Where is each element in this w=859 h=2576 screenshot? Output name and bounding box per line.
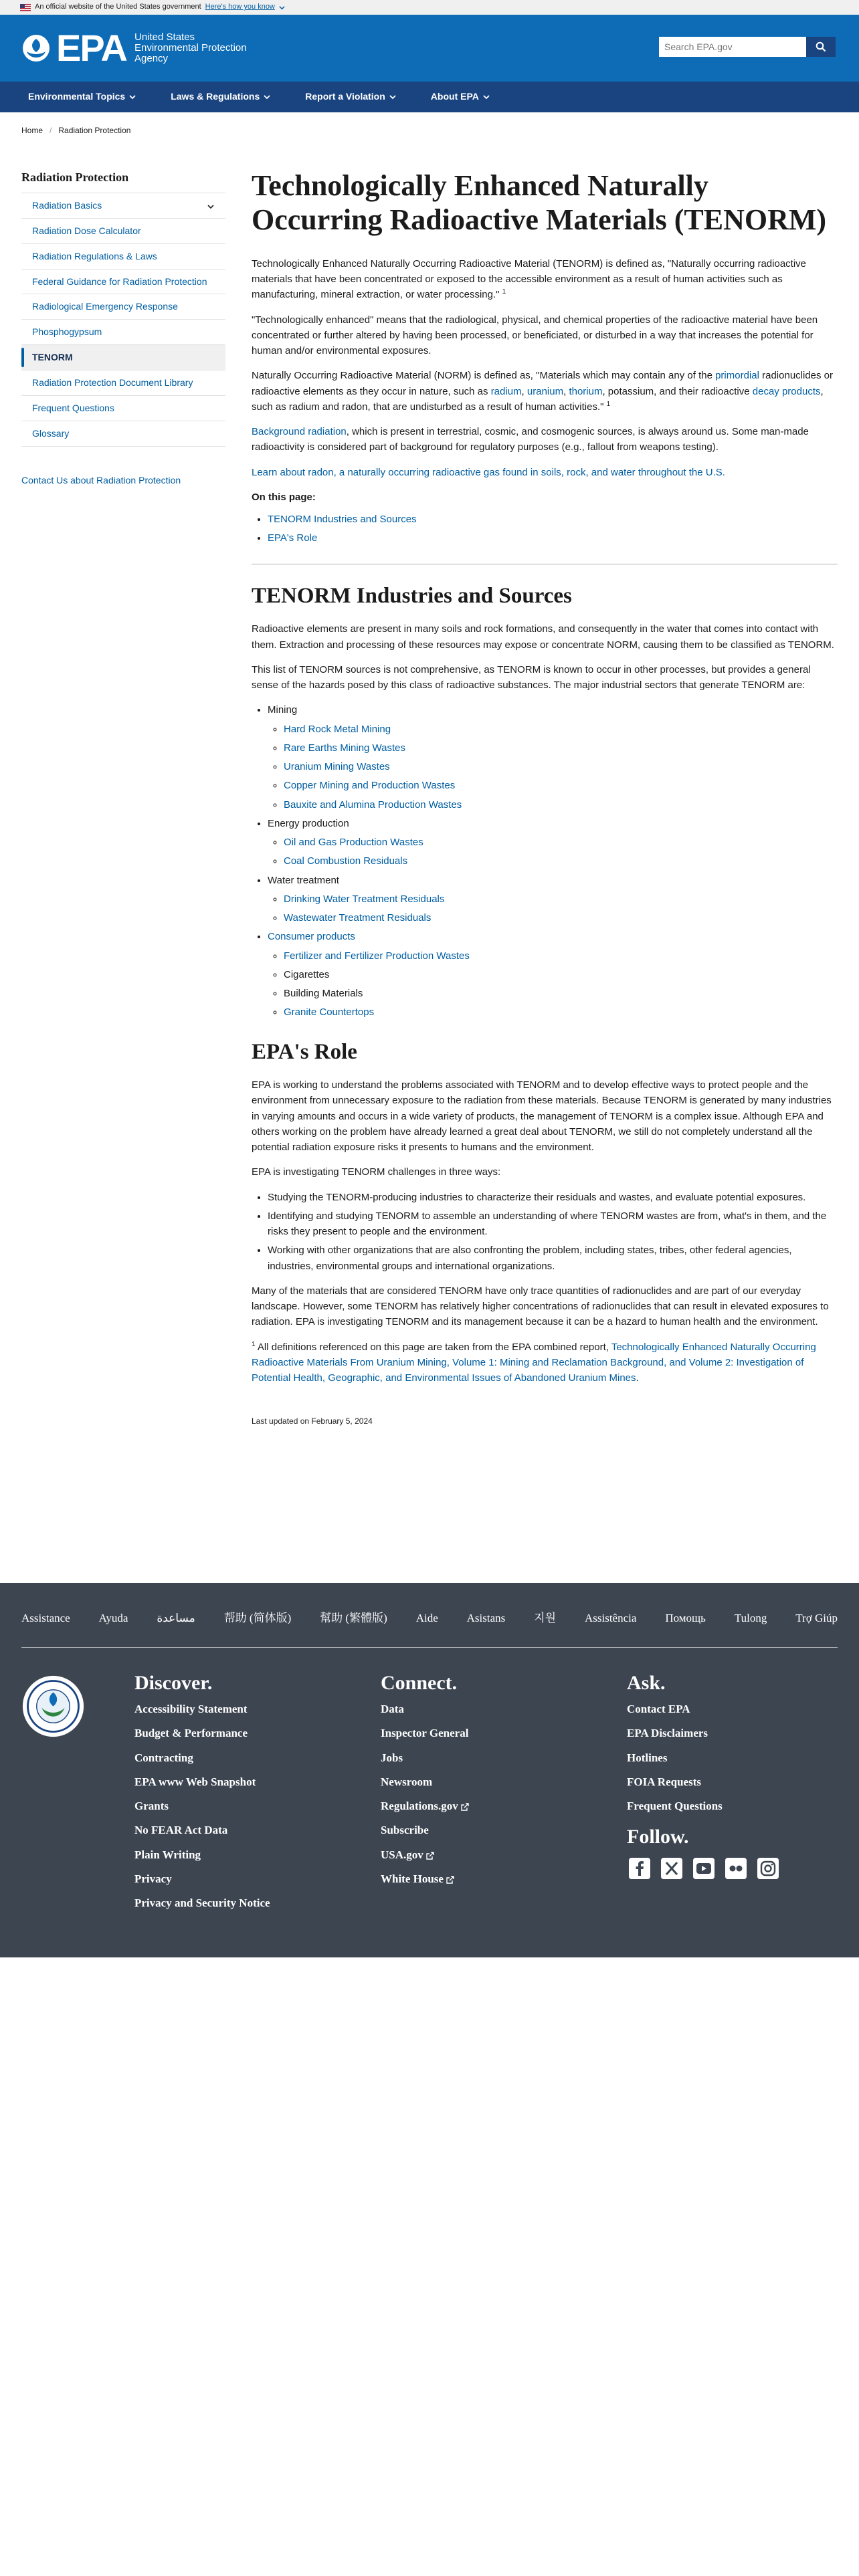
uranium-mining-link[interactable]: Uranium Mining Wastes (284, 761, 390, 773)
list-item (284, 910, 838, 926)
sidebar-item-regulations-laws[interactable]: Radiation Regulations & Laws (21, 244, 225, 270)
toc-industries-link[interactable]: TENORM Industries and Sources (268, 514, 417, 526)
industries-paragraph-1: Radioactive elements are present in many soils and rock formations, and consequently in the water that comes into contact with them. Extraction and processing of these resources may expose or concentrate NORM, causing them to be classified as TENORM. (252, 623, 834, 651)
list-item: • Water treatment ◦ Drinking Water Treatment Residuals ◦ Wastewater Treatment Residuals (268, 873, 838, 926)
sidebar-item-radiation-basics[interactable]: Radiation Basics (21, 193, 225, 219)
sidebar-item-tenorm[interactable]: TENORM (21, 345, 225, 370)
discover-title: Discover. (134, 1672, 213, 1694)
sidebar-item-dose-calculator[interactable]: Radiation Dose Calculator (21, 219, 225, 244)
list-item (284, 948, 838, 964)
footer-link[interactable]: Privacy and Security Notice (134, 1897, 270, 1909)
footer-link[interactable]: Hotlines (627, 1751, 668, 1764)
lang-link[interactable]: مساعدة (157, 1612, 195, 1624)
site-footer (0, 1583, 859, 1957)
lang-link[interactable]: 帮助 (简体版) (223, 1612, 292, 1624)
contact-us-link[interactable]: Contact Us about Radiation Protection (21, 474, 181, 486)
gov-banner (0, 0, 859, 15)
toc-epas-role-link[interactable]: EPA's Role (268, 532, 318, 544)
lang-link[interactable]: Aide (415, 1612, 438, 1624)
instagram-icon[interactable] (755, 1856, 781, 1881)
ask-title: Ask. (627, 1672, 666, 1694)
main-nav (0, 82, 859, 112)
footer-link[interactable]: Regulations.gov (381, 1799, 469, 1813)
footer-link[interactable]: Contracting (134, 1751, 193, 1764)
technologically-enhanced-paragraph: "Technologically enhanced" means that the radiological, physical, and chemical properties of the radioactive material have been concentrated or further altered by having been processed, or beneficiated, or disturbed in a way that increases the potential for human and/or environmental exposures. (252, 314, 818, 357)
facebook-icon[interactable] (627, 1856, 652, 1881)
list-item (268, 512, 838, 527)
breadcrumb-radiation-protection[interactable]: Radiation Protection (58, 126, 131, 135)
epa-report-link[interactable]: Technologically Enhanced Naturally Occurring Radioactive Materials From Uranium Mining, Volume 1: Mining and Reclamation Background, and Volume 2: Investigation of Potential Health, Geographic, and Environmental Issues of Abandoned Uranium Mines (252, 1341, 816, 1384)
lang-link[interactable]: Ayuda (98, 1612, 128, 1624)
sidebar-item-frequent-questions[interactable]: Frequent Questions (21, 396, 225, 421)
footer-link[interactable]: Inspector General (381, 1727, 469, 1740)
chevron-down-icon[interactable] (279, 5, 285, 11)
sidebar-item-emergency-response[interactable]: Radiological Emergency Response (21, 294, 225, 320)
sidebar-item-document-library[interactable]: Radiation Protection Document Library (21, 370, 225, 396)
list-item (284, 778, 838, 793)
list-item: • Working with other organizations that are also confronting the problem, including states, tribes, other federal agencies, industries, environmental groups and international organizations. (268, 1243, 838, 1274)
sidebar-item-phosphogypsum[interactable]: Phosphogypsum (21, 320, 225, 345)
language-links (21, 1610, 838, 1648)
main-content (252, 169, 838, 1428)
list-item (284, 1004, 838, 1020)
connect-column (381, 1671, 469, 1896)
footer-link[interactable]: FOIA Requests (627, 1775, 701, 1788)
flickr-icon[interactable] (723, 1856, 749, 1881)
uranium-link[interactable]: uranium (527, 385, 564, 397)
copper-mining-link[interactable]: Copper Mining and Production Wastes (284, 780, 456, 792)
logo-wordmark: EPA (56, 27, 126, 69)
list-item: • Energy production ◦ Oil and Gas Production Wastes ◦ Coal Combustion Residuals (268, 816, 838, 869)
epas-role-paragraph-2: EPA is investigating TENORM challenges in three ways: (252, 1166, 501, 1178)
oil-gas-link[interactable]: Oil and Gas Production Wastes (284, 837, 423, 849)
granite-countertops-link[interactable]: Granite Countertops (284, 1006, 375, 1018)
list-item: ◦ Building Materials (284, 986, 838, 1001)
external-link-icon (446, 1876, 454, 1884)
follow-title: Follow. (627, 1826, 689, 1848)
lang-link[interactable]: Assistance (21, 1612, 70, 1624)
lang-link[interactable]: Asistans (466, 1612, 506, 1624)
list-item (284, 835, 838, 850)
footer-link[interactable]: Budget & Performance (134, 1727, 248, 1740)
gov-banner-text: An official website of the United States government (35, 3, 201, 11)
sidebar (21, 169, 225, 488)
nav-laws-regulations[interactable]: Laws & Regulations (171, 90, 270, 104)
lang-link[interactable]: Помощь (665, 1612, 706, 1624)
list-item (268, 530, 838, 546)
footer-link[interactable]: USA.gov (381, 1848, 469, 1862)
nav-about-epa[interactable]: About EPA (431, 90, 490, 104)
footer-link[interactable]: Plain Writing (134, 1848, 201, 1861)
agency-name: United States Environmental Protection Agency (134, 31, 247, 65)
epa-flower-icon (21, 33, 51, 63)
lang-link[interactable]: Trợ Giúp (795, 1612, 838, 1624)
epas-role-paragraph-3: Many of the materials that are considered TENORM have only trace quantities of radionuclides and are part of our everyday landscape. However, some TENORM has relatively higher concentrations of radionuclides that can result in elevated exposures to radiation. EPA is investigating TENORM and its management because it can be a hazard to human health and the environment. (252, 1285, 829, 1328)
industries-list (252, 702, 838, 1020)
breadcrumb-separator: / (50, 126, 52, 135)
coal-combustion-link[interactable]: Coal Combustion Residuals (284, 855, 408, 867)
chevron-down-icon[interactable] (207, 203, 215, 211)
footer-link[interactable]: Jobs (381, 1751, 403, 1764)
list-item (284, 853, 838, 869)
discover-column (134, 1671, 270, 1920)
list-item (284, 740, 838, 756)
radon-link[interactable]: Learn about radon, a naturally occurring radioactive gas found in soils, rock, and water throughout the U.S. (252, 466, 725, 478)
fertilizer-link[interactable]: Fertilizer and Fertilizer Production Wastes (284, 950, 470, 962)
norm-definition: Naturally Occurring Radioactive Material (NORM) is defined as, "Materials which may contain any of the primordial radionuclides or radioactive elements as they occur in nature, such as radium, uranium, thorium, potassium, and their radioactive decay products, such as radium and radon, that are undisturbed as a result of human activities." $^1$ (252, 370, 834, 413)
primordial-link[interactable]: primordial (715, 370, 759, 382)
list-item (284, 722, 838, 737)
footer-link[interactable]: Frequent Questions (627, 1800, 723, 1812)
heres-how-you-know-link[interactable]: Here's how you know (205, 3, 275, 11)
footer-link[interactable]: Contact EPA (627, 1703, 690, 1715)
last-updated: Last updated on February 5, 2024 (252, 1416, 373, 1426)
sidebar-item-glossary[interactable]: Glossary (21, 421, 225, 447)
list-item (284, 797, 838, 813)
background-radiation-paragraph: Background radiation, which is present in terrestrial, cosmic, and cosmogenic sources, is always around us. Some man-made radioactivity is considered part of background for regulatory purposes (e.g., fallout from weapons testing). (252, 426, 809, 453)
chevron-down-icon (389, 94, 396, 100)
footer-link[interactable]: Newsroom (381, 1775, 433, 1788)
nav-environmental-topics[interactable]: Environmental Topics (28, 90, 136, 104)
page-title: Technologically Enhanced Naturally Occurring Radioactive Materials (TENORM) (252, 169, 827, 237)
list-item (268, 929, 838, 1020)
search-input[interactable] (659, 37, 806, 57)
x-icon[interactable] (659, 1856, 684, 1881)
section-epas-role-title: EPA's Role (252, 1039, 357, 1064)
us-flag-icon (20, 4, 31, 11)
footer-link[interactable]: Grants (134, 1800, 169, 1812)
industries-paragraph-2: This list of TENORM sources is not comprehensive, as TENORM is known to occur in other processes, but provides a general sense of the hazards posed by this class of radioactive substances. The major industrial sectors that generate TENORM are: (252, 663, 811, 691)
list-item: • Studying the TENORM-producing industries to characterize their residuals and wastes, and evaluate potential exposures. (268, 1190, 838, 1205)
search-button[interactable] (806, 37, 836, 57)
search-form (659, 37, 836, 57)
external-link-icon (426, 1852, 434, 1860)
chevron-down-icon (483, 94, 490, 100)
sidebar-item-federal-guidance[interactable]: Federal Guidance for Radiation Protection (21, 270, 225, 295)
breadcrumb-home[interactable]: Home (21, 126, 43, 135)
tenorm-definition: Technologically Enhanced Naturally Occurring Radioactive Material (TENORM) is defined as, "Naturally occurring radioactive materials that have been concentrated or exposed to the accessible environment as a result of human activities such as manufacturing, mineral extraction, or water processing." $^1$ (252, 257, 807, 301)
footer-link[interactable]: Privacy (134, 1872, 172, 1885)
footer-link[interactable]: Accessibility Statement (134, 1703, 248, 1715)
radon-paragraph (252, 465, 838, 480)
list-item (284, 759, 838, 774)
nav-report-violation[interactable]: Report a Violation (305, 90, 396, 104)
footer-link[interactable]: Subscribe (381, 1824, 429, 1837)
social-links (627, 1856, 781, 1881)
sidebar-title: Radiation Protection (21, 169, 225, 193)
list-item: • Identifying and studying TENORM to assemble an understanding of where TENORM wastes are from, what's in them, and the risks they present to people and the environment. (268, 1208, 838, 1240)
chevron-down-icon (264, 94, 270, 100)
footer-link[interactable]: EPA Disclaimers (627, 1727, 708, 1740)
youtube-icon[interactable] (691, 1856, 717, 1881)
epa-logo[interactable] (21, 29, 247, 67)
radium-link[interactable]: radium (490, 385, 522, 397)
lang-link[interactable]: Tulong (734, 1612, 767, 1624)
site-header (0, 15, 859, 82)
thorium-link[interactable]: thorium (569, 385, 603, 397)
external-link-icon (461, 1803, 469, 1811)
epa-seal-icon (21, 1675, 85, 1738)
footer-link[interactable]: No FEAR Act Data (134, 1824, 228, 1837)
ask-column (627, 1671, 781, 1881)
epas-role-list (252, 1190, 838, 1274)
lang-link[interactable]: 지원 (534, 1612, 557, 1624)
drinking-water-link[interactable]: Drinking Water Treatment Residuals (284, 893, 445, 905)
toc-list (252, 512, 838, 546)
hard-rock-mining-link[interactable]: Hard Rock Metal Mining (284, 723, 391, 735)
wastewater-link[interactable]: Wastewater Treatment Residuals (284, 912, 432, 924)
consumer-products-link[interactable]: Consumer products (268, 931, 355, 943)
background-radiation-link[interactable]: Background radiation (252, 426, 347, 438)
list-item: ◦ Cigarettes (284, 967, 838, 982)
footnote: $^1$ All definitions referenced on this page are taken from the EPA combined report, Technologically Enhanced Naturally Occurring Radioactive Materials From Uranium Mining, Volume 1: Mining and Reclamation Background, and Volume 2: Investigation of Potential Health, Geographic, and Environmental Issues of Abandoned Uranium Mines. (252, 1340, 816, 1384)
breadcrumb (21, 124, 130, 137)
decay-products-link[interactable]: decay products (752, 385, 821, 397)
chevron-down-icon (129, 94, 136, 100)
lang-link[interactable]: Assistência (584, 1612, 637, 1624)
footer-link[interactable]: EPA www Web Snapshot (134, 1775, 256, 1788)
section-industries-title: TENORM Industries and Sources (252, 583, 572, 608)
list-item (284, 891, 838, 907)
rare-earths-link[interactable]: Rare Earths Mining Wastes (284, 742, 406, 754)
footer-link[interactable]: Data (381, 1703, 404, 1715)
bauxite-link[interactable]: Bauxite and Alumina Production Wastes (284, 798, 462, 811)
epas-role-paragraph-1: EPA is working to understand the problems associated with TENORM and to develop effective ways to protect people and the environment from unnecessary exposure to the radiation from these materials. Because TENORM is generated by many industries in varying amounts and occurs in a wide variety of products, the management of TENORM is a complex issue. Although EPA and others working on the problem have already learned a great deal about TENORM, we still do not completely understand all the potential radiation exposure risks it presents to humans and the environment. (252, 1079, 832, 1154)
lang-link[interactable]: 幫助 (繁體版) (320, 1612, 387, 1624)
list-item: • Mining ◦ Hard Rock Metal Mining ◦ Rare Earths Mining Wastes ◦ Uranium Mining Wastes ◦ Copper Mining and Production Wastes ◦ Bauxite and Alumina Production Wastes (268, 702, 838, 813)
connect-title: Connect. (381, 1672, 458, 1694)
on-this-page-label: On this page: (252, 491, 316, 503)
search-icon (816, 41, 826, 52)
footer-link[interactable]: White House (381, 1872, 469, 1886)
